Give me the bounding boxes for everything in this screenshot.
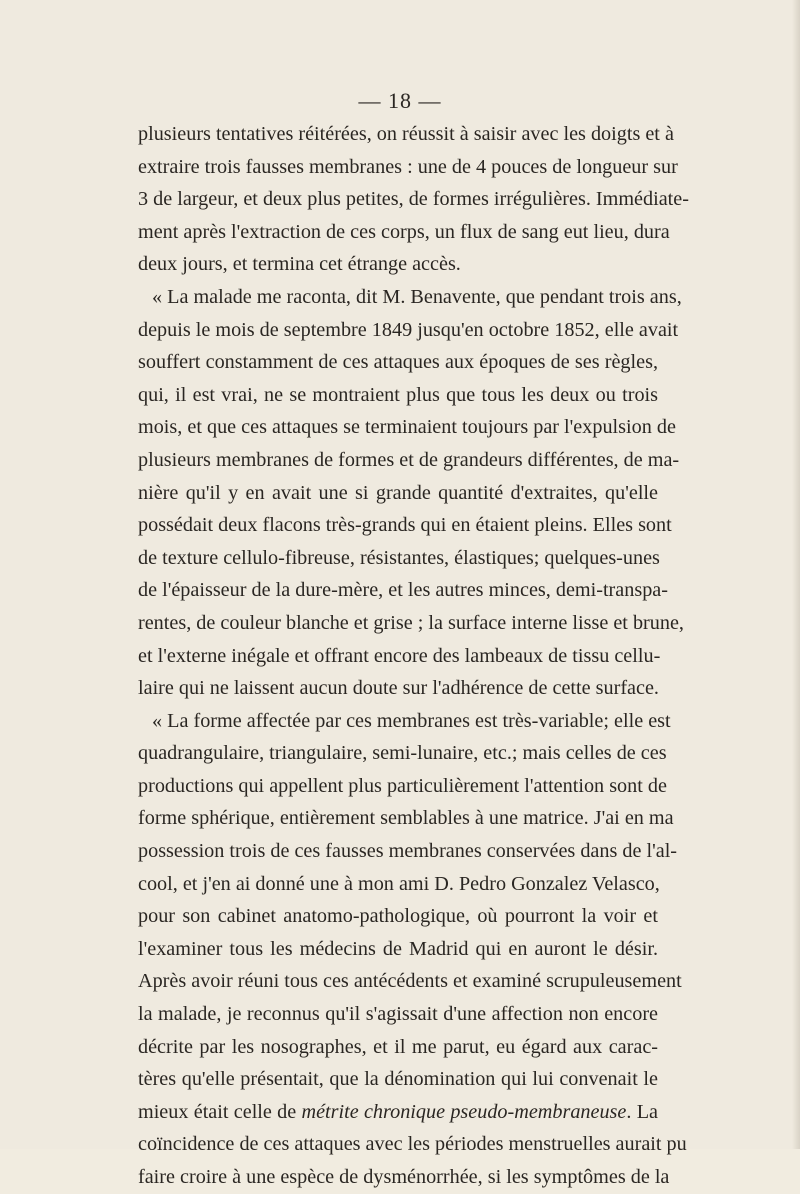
page-edge-shadow — [792, 0, 800, 1149]
text-line: productions qui appellent plus particulièrement l'attention sont de — [138, 774, 667, 797]
text-line: qui, il est vrai, ne se montraient plus que tous les deux ou trois — [138, 383, 658, 406]
page-number: — 18 — — [358, 88, 442, 113]
text-line: nière qu'il y en avait une si grande quantité d'extraites, qu'elle — [138, 481, 658, 504]
text-line: de texture cellulo-fibreuse, résistantes, élastiques; quelques-unes — [138, 546, 660, 569]
text-line: faire croire à une espèce de dysménorrhée, si les symptômes de la — [138, 1166, 670, 1188]
text-line: Après avoir réuni tous ces antécédents et examiné scrupuleusement — [138, 970, 682, 993]
text-line: possédait deux flacons très-grands qui en étaient pleins. Elles sont — [138, 514, 672, 537]
text-line: 3 de largeur, et deux plus petites, de formes irrégulières. Immédiate- — [138, 188, 689, 211]
text-line: plusieurs tentatives réitérées, on réussit à saisir avec les doigts et à — [138, 123, 674, 145]
text-line: « La forme affectée par ces membranes est très-variable; elle est — [152, 709, 671, 732]
text-line: « La malade me raconta, dit M. Benavente, que pendant trois ans, — [152, 285, 682, 308]
text-line: la malade, je reconnus qu'il s'agissait d'une affection non encore — [138, 1003, 658, 1026]
text-line: coïncidence de ces attaques avec les périodes menstruelles aurait pu — [138, 1133, 687, 1156]
text-line: de l'épaisseur de la dure-mère, et les autres minces, demi-transpa- — [138, 579, 668, 602]
text-line: et l'externe inégale et offrant encore des lambeaux de tissu cellu- — [138, 644, 661, 667]
text-line: deux jours, et termina cet étrange accès. — [138, 253, 461, 276]
text-line: quadrangulaire, triangulaire, semi-lunaire, etc.; mais celles de ces — [138, 742, 667, 765]
text-line: depuis le mois de septembre 1849 jusqu'en octobre 1852, elle avait — [138, 318, 679, 341]
text-line: extraire trois fausses membranes : une de 4 pouces de longueur sur — [138, 155, 678, 178]
text-line-with-italic — [138, 1096, 658, 1129]
italic-term: métrite chronique pseudo-membraneuse — [301, 1100, 627, 1123]
text-line: rentes, de couleur blanche et grise ; la surface interne lisse et brune, — [138, 611, 684, 634]
text-line: souffert constamment de ces attaques aux époques de ses règles, — [138, 351, 658, 374]
text-line: ment après l'extraction de ces corps, un flux de sang eut lieu, dura — [138, 220, 670, 243]
text-line: plusieurs membranes de formes et de grandeurs différentes, de ma- — [138, 448, 680, 471]
text-segment: mieux était celle de — [138, 1100, 302, 1123]
text-line: l'examiner tous les médecins de Madrid qui en auront le désir. — [138, 937, 658, 960]
text-line: forme sphérique, entièrement semblables à une matrice. J'ai en ma — [138, 807, 674, 830]
text-line: mois, et que ces attaques se terminaient toujours par l'expulsion de — [138, 416, 676, 439]
text-line: laire qui ne laissent aucun doute sur l'adhérence de cette surface. — [138, 677, 659, 700]
text-line: cool, et j'en ai donné une à mon ami D. Pedro Gonzalez Velasco, — [138, 872, 660, 895]
text-line: décrite par les nosographes, et il me parut, eu égard aux carac- — [138, 1035, 658, 1058]
text-line: possession trois de ces fausses membranes conservées dans de l'al- — [138, 840, 678, 863]
text-segment: . La — [626, 1100, 658, 1123]
text-line: tères qu'elle présentait, que la dénomination qui lui convenait le — [138, 1068, 658, 1091]
body-text — [138, 118, 689, 1194]
text-line: pour son cabinet anatomo-pathologique, où pourront la voir et — [138, 905, 658, 928]
